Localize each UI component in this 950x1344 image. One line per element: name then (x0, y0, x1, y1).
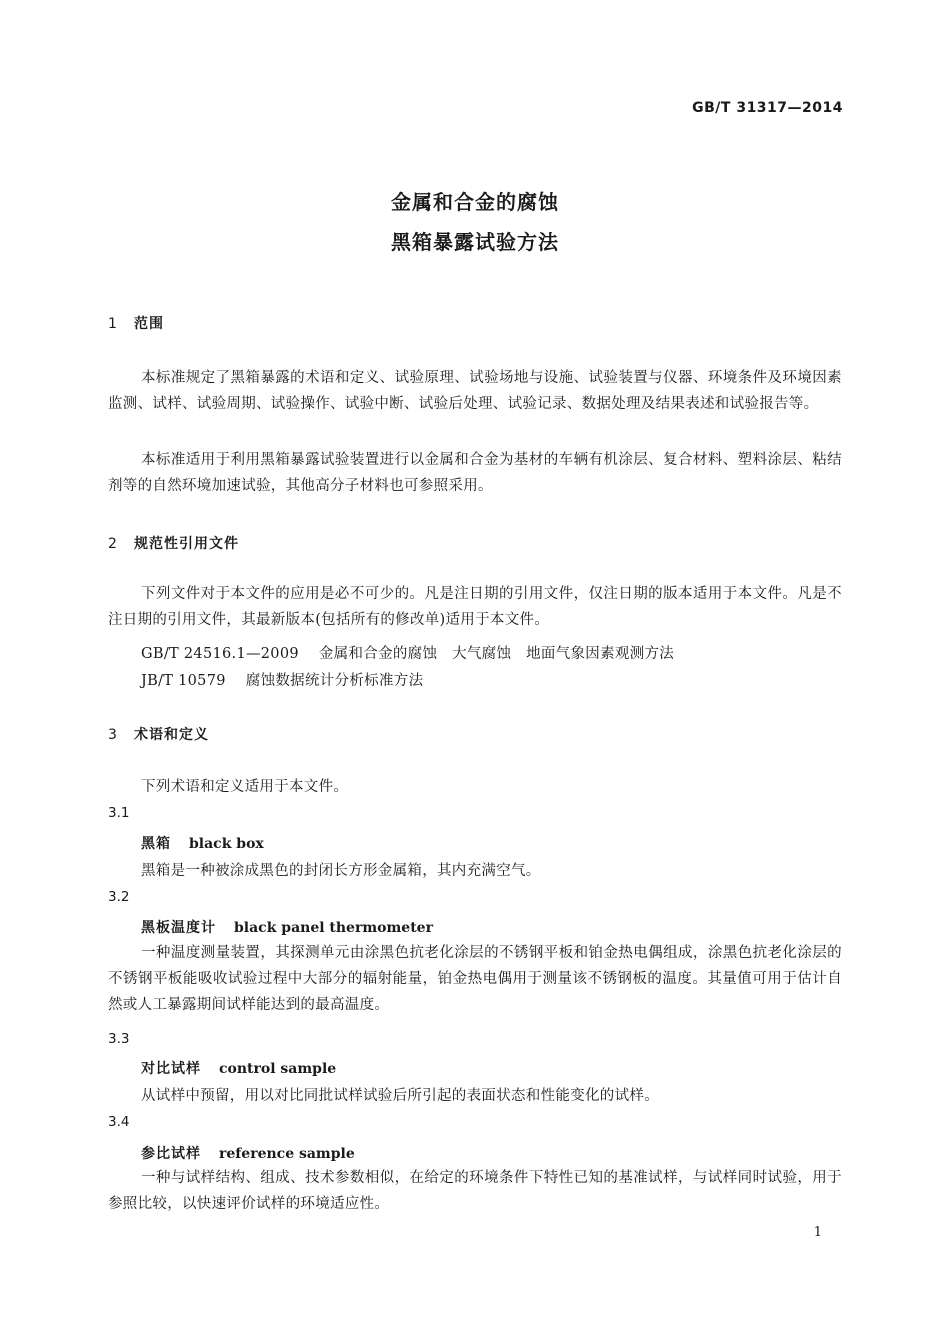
section-title: 规范性引用文件 (134, 536, 239, 552)
section-title: 范围 (134, 316, 164, 332)
term-3-3-definition: 从试样中预留，用以对比同批试样试验后所引起的表面状态和性能变化的试样。 (141, 1088, 659, 1104)
normative-reference-1 (141, 642, 674, 663)
section-number: 2 (108, 536, 118, 552)
term-3-2-heading (141, 917, 433, 937)
document-title-line-1: 金属和合金的腐蚀 (391, 190, 559, 214)
term-english: control sample (219, 1061, 337, 1077)
reference-title: 腐蚀数据统计分析标准方法 (245, 673, 424, 689)
term-3-4-number: 3.4 (108, 1114, 130, 1130)
standard-number: GB/T 31317—2014 (692, 100, 843, 116)
term-3-1-definition: 黑箱是一种被涂成黑色的封闭长方形金属箱，其内充满空气。 (141, 863, 541, 879)
section-3-intro: 下列术语和定义适用于本文件。 (141, 779, 349, 795)
reference-code: GB/T 24516.1—2009 (141, 646, 299, 662)
section-1-paragraph-2: 本标准适用于利用黑箱暴露试验装置进行以金属和合金为基材的车辆有机涂层、复合材料、塑料涂层、粘结剂等的自然环境加速试验，其他高分子材料也可参照采用。 (108, 452, 842, 494)
section-1-paragraph-1: 本标准规定了黑箱暴露的术语和定义、试验原理、试验场地与设施、试验装置与仪器、环境条件及环境因素监测、试样、试验周期、试验操作、试验中断、试验后处理、试验记录、数据处理及结果表述和试验报告等。 (108, 370, 842, 412)
normative-reference-2 (141, 669, 423, 690)
term-3-1-number: 3.1 (108, 805, 130, 821)
term-english: black panel thermometer (234, 920, 433, 936)
section-number: 1 (108, 316, 118, 332)
term-3-4-heading (141, 1143, 355, 1163)
section-2-paragraph-1: 下列文件对于本文件的应用是必不可少的。凡是注日期的引用文件，仅注日期的版本适用于本文件。凡是不注日期的引用文件，其最新版本(包括所有的修改单)适用于本文件。 (108, 586, 842, 628)
reference-title: 金属和合金的腐蚀 大气腐蚀 地面气象因素观测方法 (318, 646, 675, 662)
term-3-2-definition: 一种温度测量装置，其探测单元由涂黑色抗老化涂层的不锈钢平板和铂金热电偶组成，涂黑色抗老化涂层的不锈钢平板能吸收试验过程中大部分的辐射能量，铂金热电偶用于测量该不锈钢板的温度。其量值可用于估计自然或人工暴露期间试样能达到的最高温度。 (108, 945, 842, 1013)
section-1-heading (108, 313, 164, 333)
page-number: 1 (813, 1225, 822, 1240)
term-english: black box (189, 836, 264, 852)
term-3-4-definition: 一种与试样结构、组成、技术参数相似，在给定的环境条件下特性已知的基准试样，与试样同时试验，用于参照比较，以快速评价试样的环境适应性。 (108, 1170, 842, 1212)
term-3-3-number: 3.3 (108, 1031, 130, 1047)
section-number: 3 (108, 727, 118, 743)
section-2-heading (108, 533, 239, 553)
term-chinese: 黑板温度计 (141, 920, 216, 936)
section-3-heading (108, 724, 209, 744)
term-chinese: 参比试样 (141, 1146, 201, 1162)
term-chinese: 黑箱 (141, 836, 171, 852)
document-title-line-2: 黑箱暴露试验方法 (391, 230, 559, 254)
term-3-2-number: 3.2 (108, 889, 130, 905)
term-chinese: 对比试样 (141, 1061, 201, 1077)
term-3-1-heading (141, 833, 264, 853)
term-english: reference sample (219, 1146, 355, 1162)
term-3-3-heading (141, 1058, 336, 1078)
section-title: 术语和定义 (134, 727, 209, 743)
reference-code: JB/T 10579 (141, 673, 226, 689)
